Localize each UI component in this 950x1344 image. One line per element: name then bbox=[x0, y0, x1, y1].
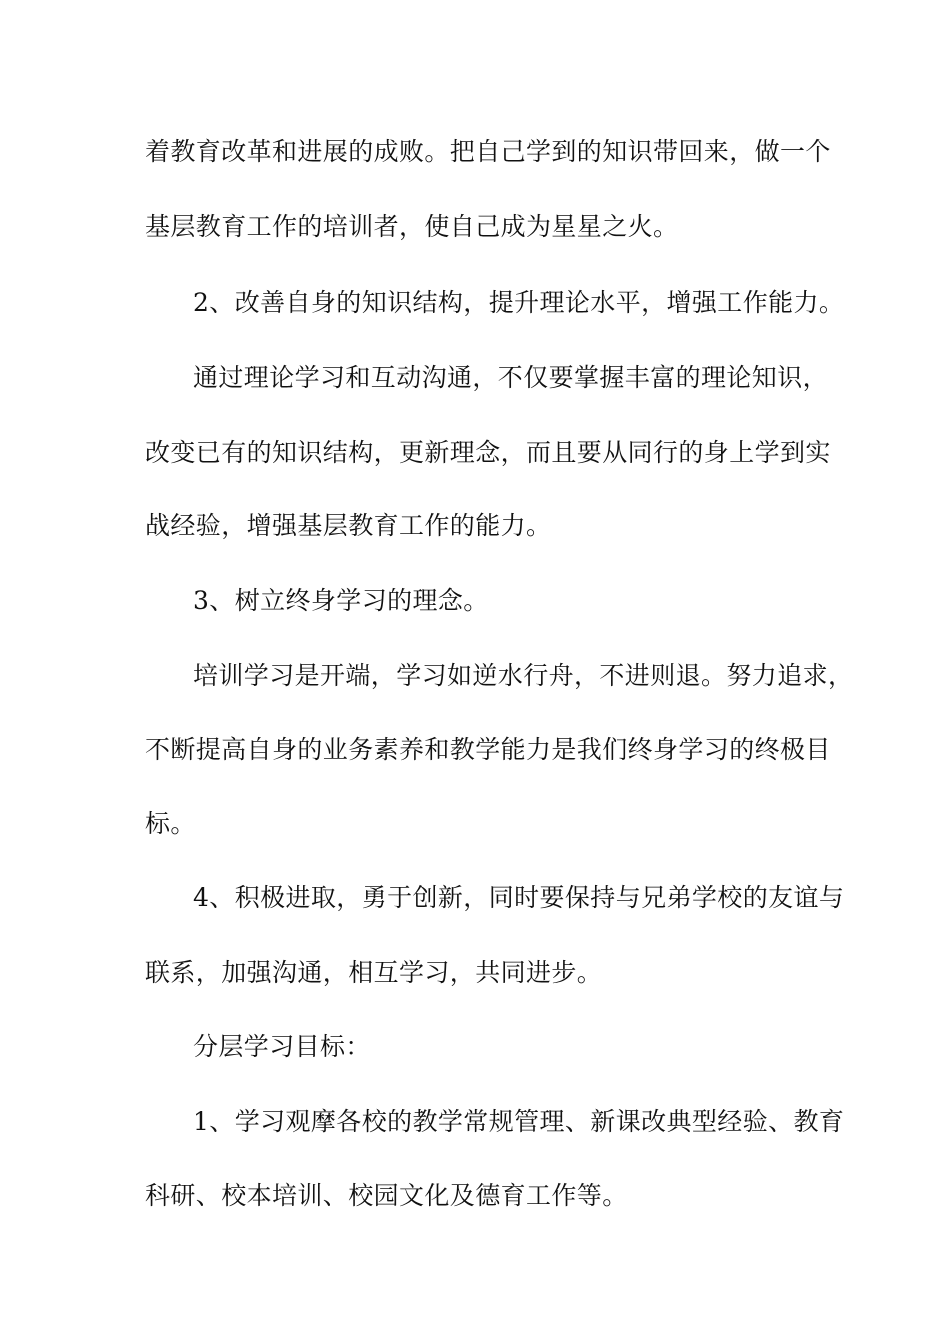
text-line: 标。 bbox=[145, 809, 196, 838]
text-line: 基层教育工作的培训者，使自己成为星星之火。 bbox=[145, 212, 679, 241]
text-line: 联系，加强沟通，相互学习，共同进步。 bbox=[145, 958, 603, 987]
heading-item-2: 2、改善自身的知识结构，提升理论水平，增强工作能力。 bbox=[193, 288, 845, 317]
section-heading: 分层学习目标： bbox=[193, 1032, 371, 1061]
heading-item-1: 1、学习观摩各校的教学常规管理、新课改典型经验、教育 bbox=[193, 1107, 845, 1136]
heading-item-4: 4、积极进取，勇于创新，同时要保持与兄弟学校的友谊与 bbox=[193, 883, 845, 912]
text-line: 通过理论学习和互动沟通，不仅要掌握丰富的理论知识， bbox=[193, 363, 829, 392]
text-line: 改变已有的知识结构，更新理念，而且要从同行的身上学到实 bbox=[145, 438, 831, 467]
text-line: 着教育改革和进展的成败。把自己学到的知识带回来，做一个 bbox=[145, 137, 831, 166]
text-line: 科研、校本培训、校园文化及德育工作等。 bbox=[145, 1181, 628, 1210]
heading-item-3: 3、树立终身学习的理念。 bbox=[193, 586, 489, 615]
text-line: 培训学习是开端，学习如逆水行舟，不进则退。努力追求， bbox=[193, 661, 854, 690]
text-line: 战经验，增强基层教育工作的能力。 bbox=[145, 511, 552, 540]
text-line: 不断提高自身的业务素养和教学能力是我们终身学习的终极目 bbox=[145, 735, 831, 764]
